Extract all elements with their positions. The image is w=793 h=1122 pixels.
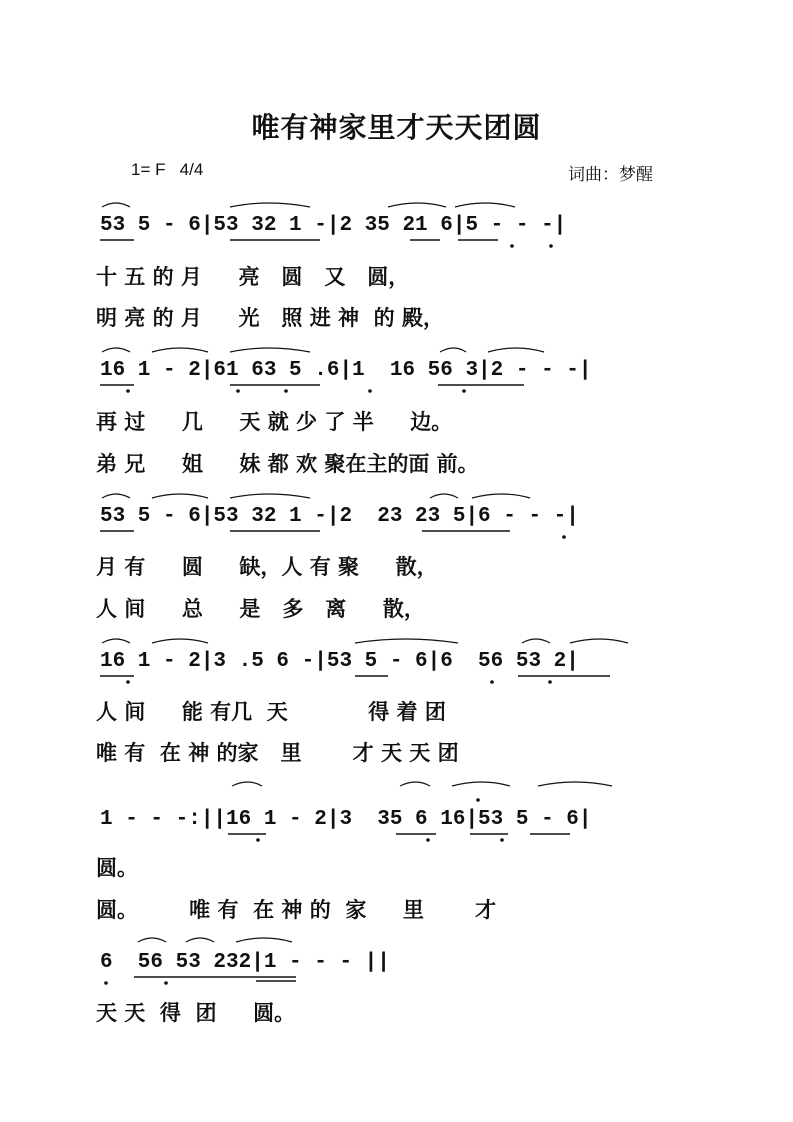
lyric-line-2: 明 亮 的 月 光 照 进 神 的 殿， bbox=[96, 306, 444, 330]
score-line-4: 16 1 - 2|3 .5 6 -|53 5 - 6|6 56 53 2| bbox=[100, 650, 579, 673]
score-line-5: 1 - - -:||16 1 - 2|3 35 6 16|53 5 - 6| bbox=[100, 808, 592, 831]
score-line-1: 53 5 - 6|53 32 1 -|2 35 21 6|5 - - -| bbox=[100, 214, 567, 237]
author-credit: 词曲：梦醒 bbox=[568, 165, 653, 185]
lyric-line-4: 弟 兄 姐 妹 都 欢 聚在主的面 前。 bbox=[96, 452, 479, 476]
score-line-3: 53 5 - 6|53 32 1 -|2 23 23 5|6 - - -| bbox=[100, 505, 579, 528]
lyric-line-5: 月 有 圆 缺，人 有 聚 散， bbox=[96, 555, 438, 579]
lyric-line-7: 人 间 能 有几 天 得 着 团 bbox=[96, 700, 446, 724]
lyric-line-10: 圆。 唯 有 在 神 的 家 里 才 bbox=[96, 898, 497, 922]
lyric-line-1: 十 五 的 月 亮 圆 又 圆， bbox=[96, 265, 410, 289]
lyric-line-9: 圆。 bbox=[96, 856, 138, 880]
lyric-line-11: 天 天 得 团 圆。 bbox=[96, 1001, 296, 1025]
lyric-line-3: 再 过 几 天 就 少 了 半 边。 bbox=[96, 410, 453, 434]
lyric-line-8: 唯 有 在 神 的家 里 才 天 天 团 bbox=[96, 741, 459, 765]
score-line-6: 6 56 53 232|1 - - - || bbox=[100, 951, 390, 974]
score-line-2: 16 1 - 2|61 63 5 .6|1 16 56 3|2 - - -| bbox=[100, 359, 592, 382]
key-signature: 1= F 4/4 bbox=[131, 160, 204, 179]
song-title: 唯有神家里才天天团圆 bbox=[251, 111, 542, 144]
lyric-line-6: 人 间 总 是 多 离 散， bbox=[96, 597, 425, 621]
